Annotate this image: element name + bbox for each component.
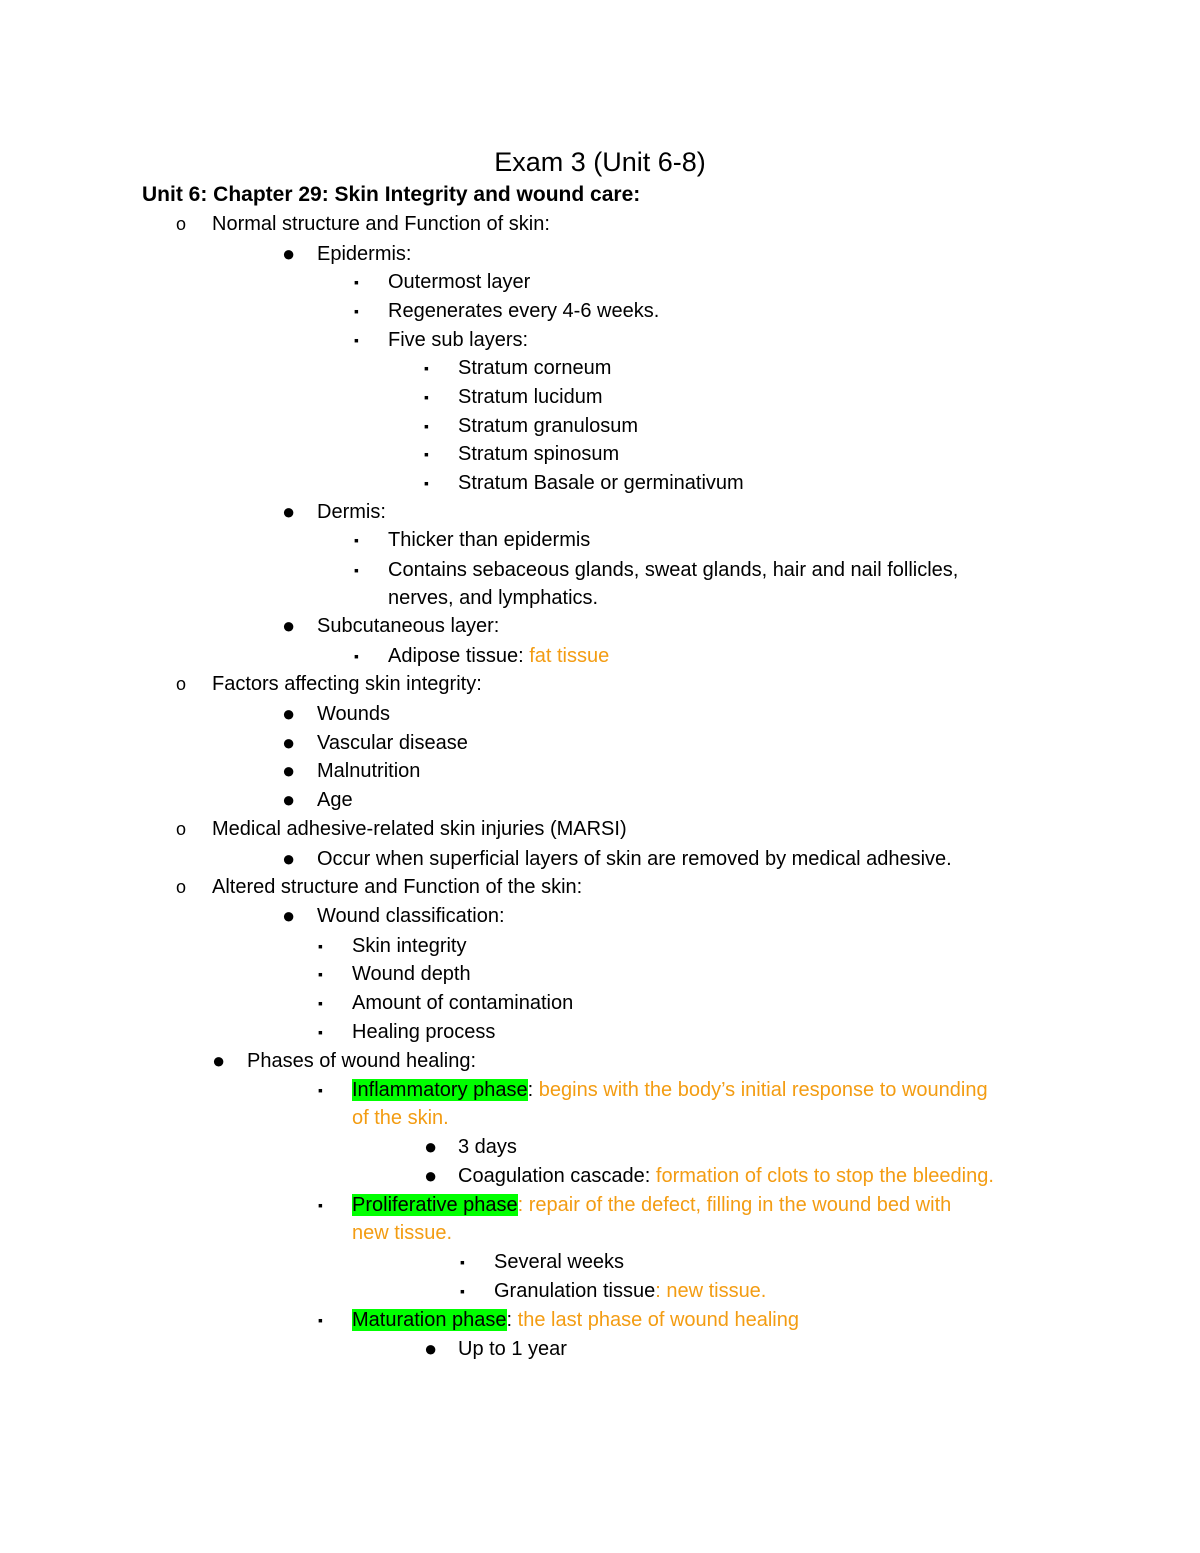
highlighted-term: Maturation phase — [352, 1309, 507, 1331]
square-bullet-icon: ▪ — [424, 446, 429, 462]
square-bullet-icon: ▪ — [424, 389, 429, 405]
square-bullet-icon: ▪ — [354, 303, 359, 319]
unit-heading: Unit 6: Chapter 29: Skin Integrity and wound care: — [142, 183, 641, 206]
square-bullet-icon: ▪ — [424, 475, 429, 491]
disc-bullet-icon: ● — [282, 241, 296, 266]
square-bullet-icon: ▪ — [424, 360, 429, 376]
disc-bullet-icon: ● — [282, 787, 296, 812]
square-bullet-icon: ▪ — [318, 995, 323, 1011]
disc-bullet-icon: ● — [424, 1134, 438, 1159]
disc-bullet-icon: ● — [282, 758, 296, 783]
highlighted-term: Inflammatory phase — [352, 1079, 528, 1101]
square-bullet-icon: ▪ — [318, 1024, 323, 1040]
circle-bullet-icon: o — [176, 214, 187, 234]
square-bullet-icon: ▪ — [318, 1082, 323, 1098]
square-bullet-icon: ▪ — [460, 1254, 465, 1270]
square-bullet-icon: ▪ — [318, 966, 323, 982]
document-page: Exam 3 (Unit 6-8) Unit 6: Chapter 29: Skin Integrity and wound care: o Normal structure and Function of skin: ● Epidermis: ▪ Outermost layer ▪ Regenerates every 4-6 weeks. ▪ Five sub layers: ▪ Stratum corneum ▪ Stratum lucidum ▪ Stratum granulosum ▪ Stratum spinosum ▪ Stratum Basale or germinativum ● Dermis: ▪ Thicker than epidermis ▪ Contains sebaceous glands, sweat glands, hair and nail follicles, nerves, and lymphatics. ● Subcutaneous layer: ▪ Adipose tissue: fat tissue o Factors affecting skin integrity: ● Wounds ● Vascular disease ● Malnutrition ● Age o Medical adhesive-related skin injuries (MARSI) ● Occur when superficial layers of skin are removed by medical adhesive. o Altered structure and Function of the skin: ● Wound classification: ▪ Skin integrity ▪ Wound depth ▪ Amount of contamination ▪ Healing process ● Phases of wound healing: ▪ Inflammatory phase: begins with the body’s initial response to wounding of the skin. ● 3 days ● Coagulation cascade: formation of clots to stop the bleeding. ▪ Proliferative phase: repair of the defect, filling in the wound bed with new tissue. ▪ Several weeks ▪ Granulation tissue: new tissue. ▪ Maturation phase: the last phase of wound healing ● Up to 1 year — [0, 0, 1200, 1553]
square-bullet-icon: ▪ — [354, 332, 359, 348]
disc-bullet-icon: ● — [282, 730, 296, 755]
square-bullet-icon: ▪ — [318, 1197, 323, 1213]
disc-bullet-icon: ● — [282, 846, 296, 871]
disc-bullet-icon: ● — [282, 701, 296, 726]
circle-bullet-icon: o — [176, 674, 187, 694]
disc-bullet-icon: ● — [424, 1163, 438, 1188]
square-bullet-icon: ▪ — [354, 532, 359, 548]
disc-bullet-icon: ● — [212, 1048, 226, 1073]
square-bullet-icon: ▪ — [354, 274, 359, 290]
disc-bullet-icon: ● — [282, 903, 296, 928]
disc-bullet-icon: ● — [282, 499, 296, 524]
disc-bullet-icon: ● — [424, 1336, 438, 1361]
square-bullet-icon: ▪ — [460, 1283, 465, 1299]
disc-bullet-icon: ● — [282, 613, 296, 638]
document-title: Exam 3 (Unit 6-8) — [494, 147, 706, 177]
square-bullet-icon: ▪ — [318, 1312, 323, 1328]
square-bullet-icon: ▪ — [354, 562, 359, 578]
square-bullet-icon: ▪ — [318, 938, 323, 954]
square-bullet-icon: ▪ — [424, 418, 429, 434]
circle-bullet-icon: o — [176, 819, 187, 839]
circle-bullet-icon: o — [176, 877, 187, 897]
highlighted-term: Proliferative phase — [352, 1194, 518, 1216]
square-bullet-icon: ▪ — [354, 648, 359, 664]
